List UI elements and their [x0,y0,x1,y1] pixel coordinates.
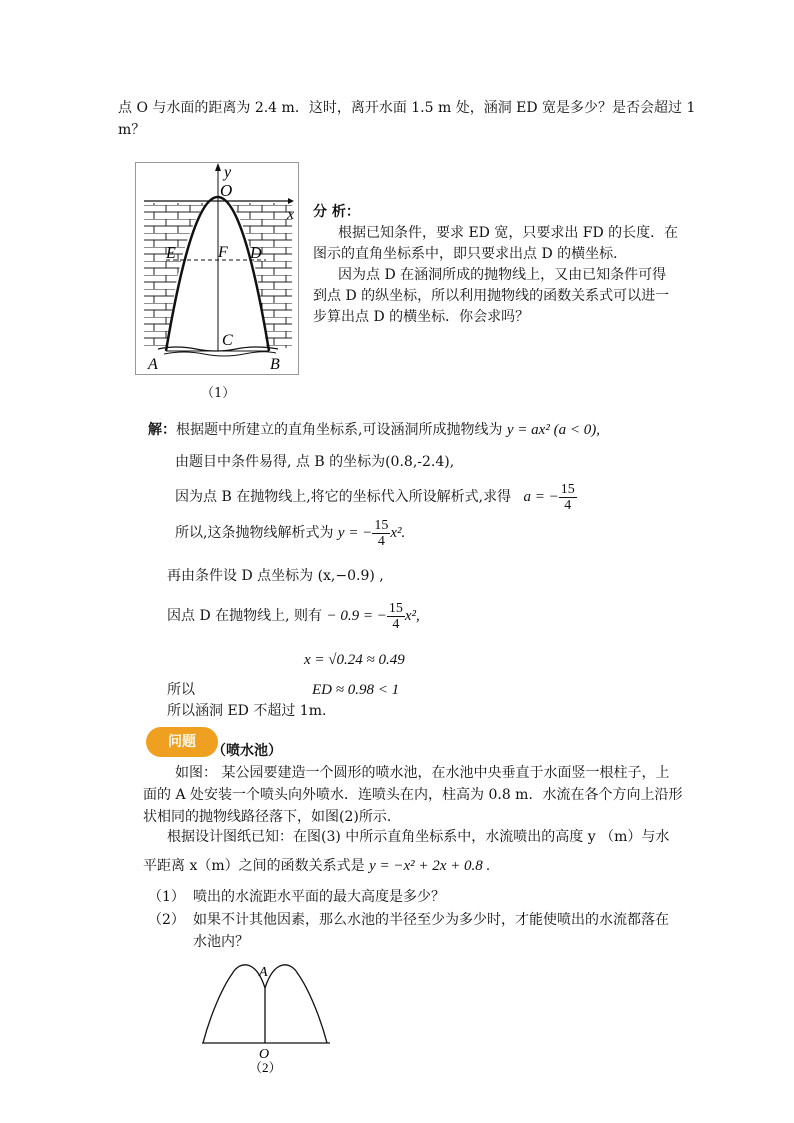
problem-p2-line-1: 根据设计图纸已知：在图(3) 中所示直角坐标系中，水流喷出的高度 y （m）与水 [167,829,670,845]
solution-line-3-math: a = − [523,489,559,505]
intro-line-1: 点 O 与水面的距离为 2.4 m．这时，离开水面 1.5 m 处，涵洞 ED 宽是多少？是否会超过 1 [118,100,696,116]
label-O: O [220,181,233,200]
figure-1 [135,162,299,375]
label-F: F [218,244,228,261]
fraction-15-over-4: $\frac{15}{4}$ [560,481,575,513]
question-1-text: 喷出的水流距水平面的最大高度是多少？ [193,889,445,905]
figure-1-caption: （1） [201,386,236,401]
problem-p1-line-3: 状相同的抛物线路径落下，如图(2)所示． [143,809,401,825]
solution-line-1-math: y = ax² (a < 0), [506,422,600,438]
problem-p1-line-2: 面的 A 处安装一个喷头向外喷水．连喷头在内，柱高为 0.8 m．水流在各个方向上沿形 [143,787,683,803]
problem-p2-line-2-text: 平距离 x（m）之间的函数关系式是 [143,858,365,874]
solution-line-4-rhs: x². [390,525,406,541]
problem-p2-line-2-math: y = −x² + 2x + 0.8 . [369,858,491,874]
solution-line-8-label: 所以 [167,682,195,698]
label-A: A [148,356,158,373]
label-B: B [270,356,280,373]
solution-line-3 [175,480,577,514]
fountain-diagram [196,958,336,1076]
solution-line-4 [175,516,405,550]
problem-title: （喷水池） [212,743,282,759]
solution-line-2: 由题目中条件易得, 点 B 的坐标为(0.8,-2.4), [175,454,455,470]
solution-line-4-lhs: y = − [337,525,373,541]
analysis-line-3: 因为点 D 在涵洞所成的抛物线上，又由已知条件可得 [338,267,667,283]
solution-line-6 [167,599,420,633]
intro-line-2: m？ [118,122,146,138]
analysis-title: 分 析： [313,204,360,220]
culvert-diagram [136,163,298,374]
solution-line-8-math: ED ≈ 0.98 < 1 [312,682,400,698]
fig2-label-A: A [259,965,268,980]
solution-line-1 [148,419,600,441]
problem-p2-line-2 [143,855,490,877]
question-2-line-2: 水池内？ [193,934,249,950]
fig2-label-O: O [259,1047,270,1062]
analysis-line-2: 图示的直角坐标系中，即只要求出点 D 的横坐标． [313,246,628,262]
label-x: x [287,206,295,223]
solution-line-6-text: 因点 D 在抛物线上, 则有 [167,608,323,624]
solution-line-7: x = √0.24 ≈ 0.49 [304,652,405,668]
solution-line-6-rhs: x², [404,608,420,624]
label-C: C [222,332,233,349]
solution-line-4-text: 所以,这条抛物线解析式为 [175,525,334,541]
analysis-line-4: 到点 D 的纵坐标，所以利用抛物线的函数关系式可以进一 [313,288,670,304]
figure-2-caption: （2） [249,1060,282,1075]
question-2-number: （2） [148,912,185,928]
label-D: D [250,245,262,262]
label-E: E [166,245,176,262]
label-y: y [224,164,232,181]
solution-line-3-text: 因为点 B 在抛物线上,将它的坐标代入所设解析式,求得 [175,489,512,505]
problem-p1-line-1: 如图： 某公园要建造一个圆形的喷水池，在水池中央垂直于水面竖一根柱子，上 [175,765,670,781]
solution-line-5: 再由条件设 D 点坐标为 (x,−0.9) , [167,568,384,584]
question-1-number: （1） [148,889,185,905]
problem-badge: 问题 [146,727,218,757]
analysis-line-1: 根据已知条件，要求 ED 宽，只要求出 FD 的长度．在 [338,225,679,241]
solution-line-9: 所以涵洞 ED 不超过 1m. [167,703,327,719]
fraction-15-over-4-b: $\frac{15}{4}$ [374,517,389,549]
fraction-15-over-4-c: $\frac{15}{4}$ [388,600,403,632]
solution-line-1-text: 根据题中所建立的直角坐标系,可设涵洞所成抛物线为 [176,422,503,438]
analysis-line-5: 步算出点 D 的横坐标．你会求吗？ [313,309,530,325]
solution-label: 解： [148,422,176,438]
figure-2 [196,958,336,1076]
solution-line-6-lhs: − 0.9 = − [326,608,387,624]
question-2-line-1: 如果不计其他因素，那么水池的半径至少为多少时，才能使喷出的水流都落在 [193,912,669,928]
